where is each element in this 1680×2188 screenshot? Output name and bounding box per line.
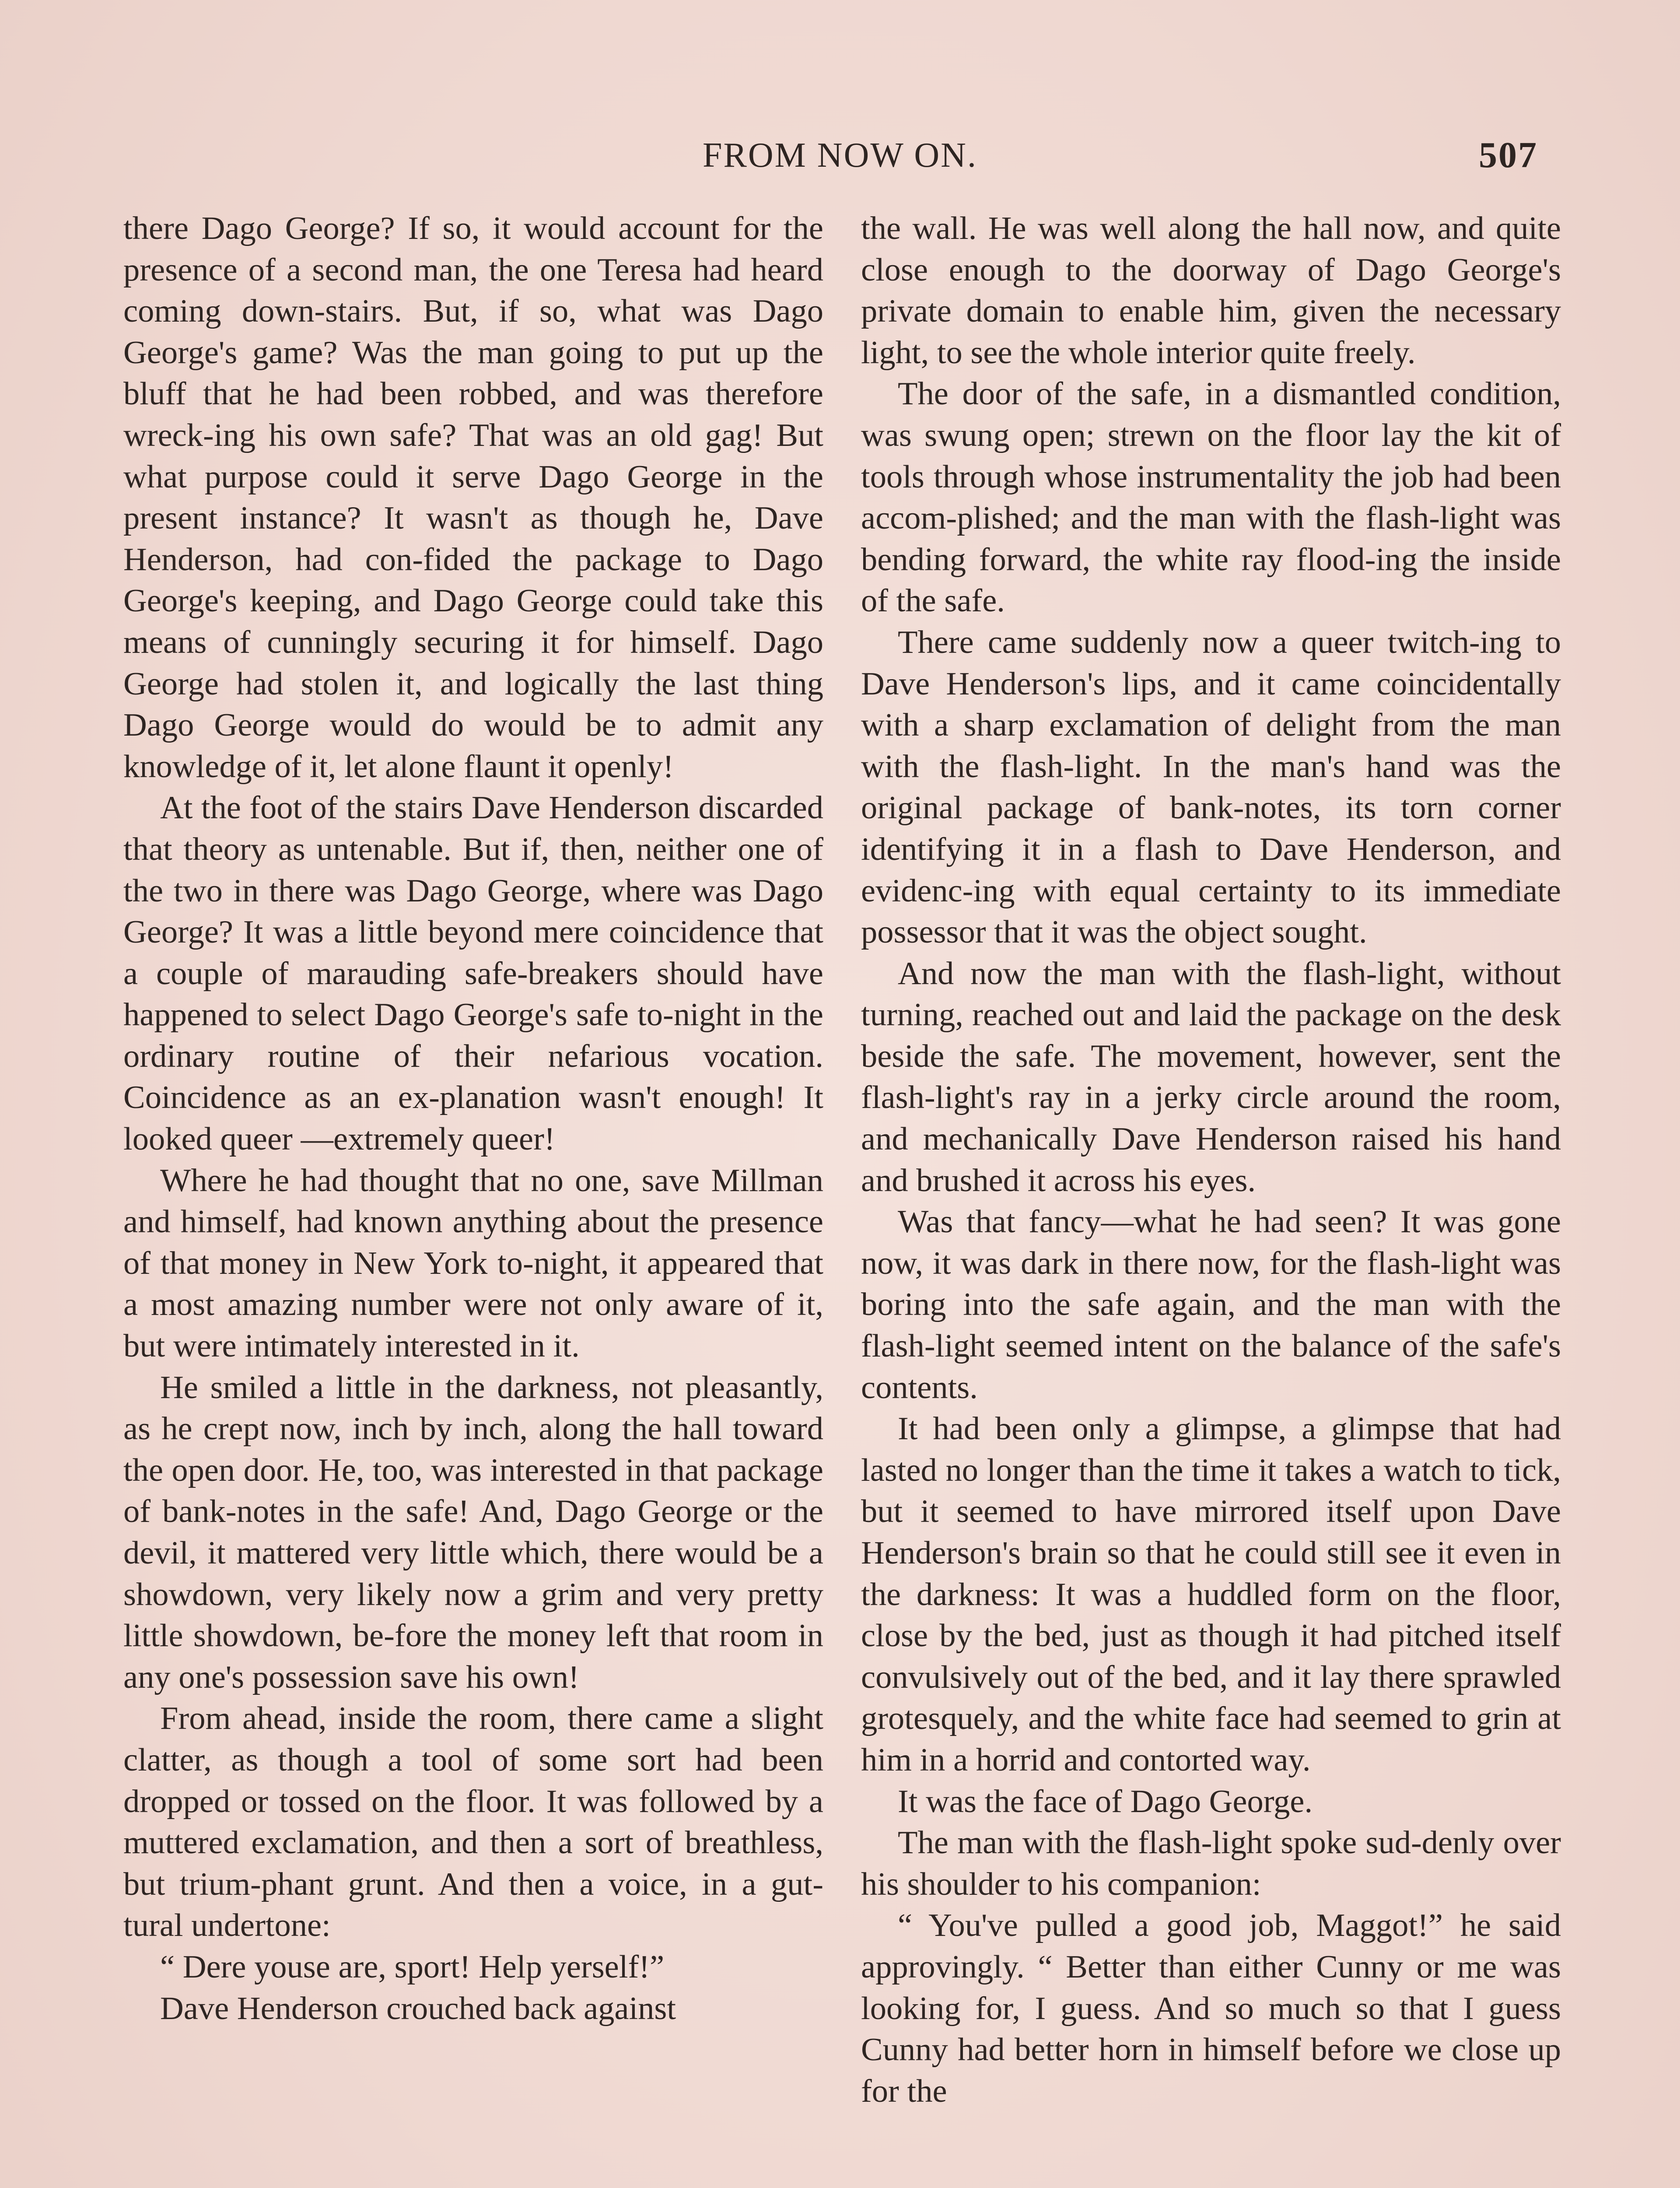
paragraph: He smiled a little in the darkness, not pleasantly, as he crept now, inch by inch, along the hall toward the open door. He, too, was interested in that package of bank-notes in the safe! And, Dago George or the devil, it mattered very little which, there would be a showdown, very likely now a grim and very pretty little showdown, be-fore the money left that room in any one's possession save his own!: [123, 1369, 823, 1695]
paragraph: The man with the flash-light spoke sud-denly over his shoulder to his companion:: [861, 1825, 1561, 1902]
paragraph: And now the man with the flash-light, without turning, reached out and laid the package on the desk beside the safe. The movement, however, sent the flash-light's ray in a jerky circle around the room, and mechanically Dave Henderson raised his hand and brushed it across his eyes.: [861, 955, 1561, 1199]
running-title: FROM NOW ON.: [703, 136, 977, 175]
paragraph: Where he had thought that no one, save Millman and himself, had known anything about the presence of that money in New York to-night, it appeared that a most amazing number were not only aware of it, but were intimately interested in it.: [123, 1162, 823, 1364]
paragraph: It was the face of Dago George.: [898, 1783, 1313, 1820]
paragraph: Was that fancy—what he had seen? It was gone now, it was dark in there now, for the flash-light was boring into the safe again, and the man with the flash-light seemed intent on the balance of the safe's contents.: [861, 1204, 1561, 1406]
paragraph: “ You've pulled a good job, Maggot!” he said approvingly. “ Better than either Cunny or me was looking for, I guess. And so much so that I guess Cunny had better horn in himself before we close up for the: [861, 1907, 1561, 2109]
paragraph: the wall. He was well along the hall now, and quite close enough to the doorway of Dago George's private domain to enable him, given the necessary light, to see the whole interior quite freely.: [861, 210, 1561, 371]
dialogue-line: “ Dere youse are, sport! Help yerself!”: [160, 1949, 665, 1985]
right-column: [861, 208, 1561, 2112]
running-header: [0, 131, 1680, 179]
paragraph: Dave Henderson crouched back against: [160, 1990, 676, 2027]
page-number: 507: [1479, 135, 1538, 175]
paragraph: From ahead, inside the room, there came a slight clatter, as though a tool of some sort had been dropped or tossed on the floor. It was followed by a muttered exclamation, and then a sort of breathless, but trium-phant grunt. And then a voice, in a gut-tural undertone:: [123, 1701, 823, 1944]
paragraph: It had been only a glimpse, a glimpse that had lasted no longer than the time it takes a watch to tick, but it seemed to have mirrored itself upon Dave Henderson's brain so that he could still see it even in the darkness: It was a huddled form on the floor, close by the bed, just as though it had pitched itself convulsively out of the bed, and it lay there sprawled grotesquely, and the white face had seemed to grin at him in a horrid and contorted way.: [861, 1411, 1561, 1778]
left-column: [123, 208, 823, 2029]
paragraph: At the foot of the stairs Dave Henderson discarded that theory as untenable. But if, then, neither one of the two in there was Dago George, where was Dago George? It was a little beyond mere coincidence that a couple of marauding safe-breakers should have happened to select Dago George's safe to-night in the ordinary routine of their nefarious vocation. Coincidence as an ex-planation wasn't enough! It looked queer —extremely queer!: [123, 790, 823, 1157]
paragraph: There came suddenly now a queer twitch-ing to Dave Henderson's lips, and it came coincidentally with a sharp exclamation of delight from the man with the flash-light. In the man's hand was the original package of bank-notes, its torn corner identifying it in a flash to Dave Henderson, and evidenc-ing with equal certainty to its immediate possessor that it was the object sought.: [861, 624, 1561, 950]
paragraph: there Dago George? If so, it would account for the presence of a second man, the one Teresa had heard coming down-stairs. But, if so, what was Dago George's game? Was the man going to put up the bluff that he had been robbed, and was therefore wreck-ing his own safe? That was an old gag! But what purpose could it serve Dago George in the present instance? It wasn't as though he, Dave Henderson, had con-fided the package to Dago George's keeping, and Dago George could take this means of cunningly securing it for himself. Dago George had stolen it, and logically the last thing Dago George would do would be to admit any knowledge of it, let alone flaunt it openly!: [123, 210, 823, 785]
paragraph: The door of the safe, in a dismantled condition, was swung open; strewn on the floor lay the kit of tools through whose instrumentality the job had been accom-plished; and the man with the flash-light was bending forward, the white ray flood-ing the inside of the safe.: [861, 376, 1561, 619]
